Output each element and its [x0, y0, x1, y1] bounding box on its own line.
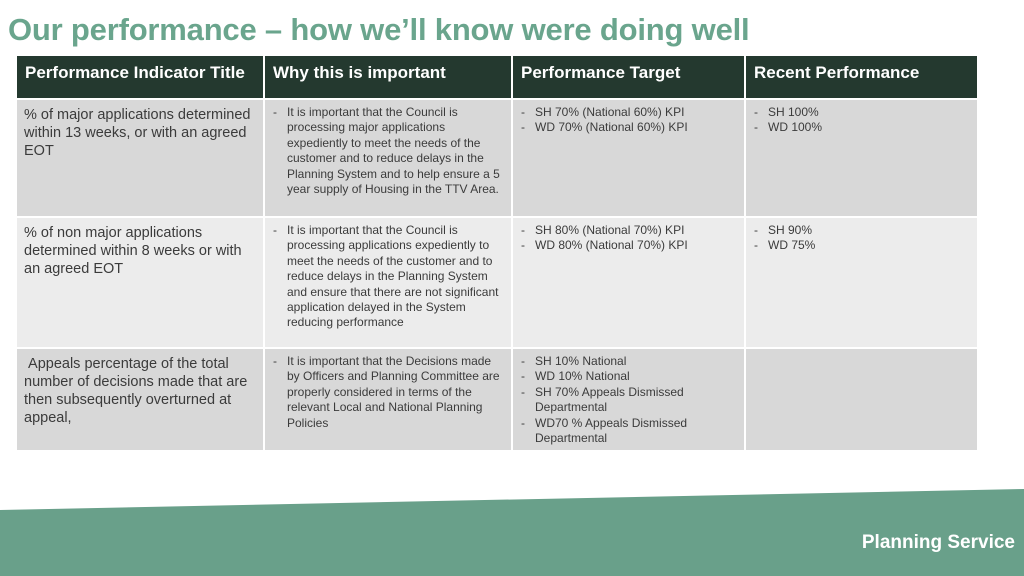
- list-item: - SH 100%: [752, 105, 971, 120]
- list-item: - WD70 % Appeals Dismissed Departmental: [519, 416, 738, 447]
- list-item: - WD 10% National: [519, 369, 738, 384]
- indicator-cell: % of non major applications determined within 8 weeks or with an agreed EOT: [16, 217, 264, 348]
- footer-label: Planning Service: [861, 532, 1015, 553]
- list-item: - WD 75%: [752, 238, 971, 253]
- slide-title: Our performance – how we’ll know were doing well: [8, 12, 750, 47]
- list-item: - SH 10% National: [519, 354, 738, 369]
- header-performance-target: Performance Target: [512, 55, 745, 99]
- header-why-important: Why this is important: [264, 55, 512, 99]
- indicator-cell: % of major applications determined within 13 weeks, or with an agreed EOT: [16, 99, 264, 217]
- list-item: - SH 90%: [752, 223, 971, 238]
- list-item: - SH 70% Appeals Dismissed Departmental: [519, 385, 738, 416]
- header-recent-performance: Recent Performance: [745, 55, 978, 99]
- list-item: - WD 70% (National 60%) KPI: [519, 120, 738, 135]
- list-item: - SH 80% (National 70%) KPI: [519, 223, 738, 238]
- list-item: - SH 70% (National 60%) KPI: [519, 105, 738, 120]
- list-item: - It is important that the Decisions made by Officers and Planning Committee are properly considered in terms of the relevant Local and National Planning Policies: [271, 354, 505, 431]
- list-item: - It is important that the Council is processing applications expediently to meet the needs of the customer and to reduce delays in the Planning System and ensure that there are not significant application delayed in the System reducing performance: [271, 223, 505, 331]
- list-item: - It is important that the Council is processing major applications expediently to meet the needs of the customer and to reduce delays in the Planning System and to help ensure a 5 year supply of Housing in the TTV Area.: [271, 105, 505, 197]
- header-indicator-title: Performance Indicator Title: [16, 55, 264, 99]
- list-item: - WD 100%: [752, 120, 971, 135]
- indicator-cell: Appeals percentage of the total number of decisions made that are then subsequently overturned at appeal,: [16, 348, 264, 451]
- list-item: - WD 80% (National 70%) KPI: [519, 238, 738, 253]
